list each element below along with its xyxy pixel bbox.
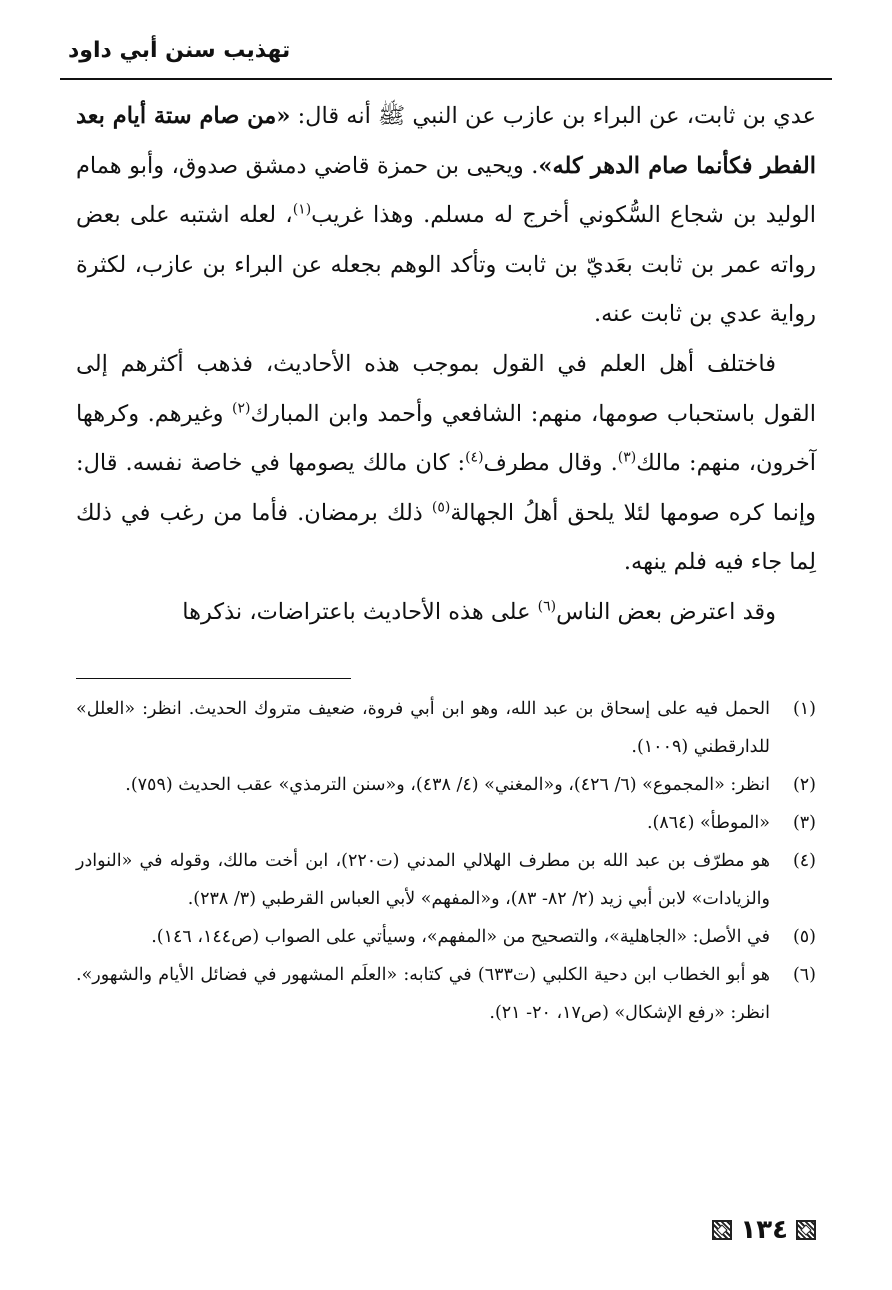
text-run: ، لعله اشتبه على بعض رواته عمر بن ثابت بعَديّ بن ثابت وتأكد الوهم بجعله عن البراء بن عازب، لكثرة رواية عدي بن ثابت عنه. <box>76 202 816 328</box>
footnote-number: (٦) <box>792 965 816 985</box>
page-number: ١٣٤ <box>740 1215 788 1245</box>
footnotes <box>76 690 816 1032</box>
footnote-text: انظر: «المجموع» (٦/ ٤٢٦)، و«المغني» (٤/ ٤٣٨)، و«سنن الترمذي» عقب الحديث (٧٥٩). <box>125 775 770 795</box>
footnote-text: هو أبو الخطاب ابن دحية الكلبي (ت٦٣٣) في كتابه: «العلَم المشهور في فضائل الأيام والشهور». انظر: «رفع الإشكال» (ص١٧، ٢٠- ٢١). <box>76 965 770 1023</box>
text-run: ذلك برمضان. فأما من رغب في ذلك لِما جاء فيه فلم ينهه. <box>76 499 816 576</box>
text-run: عدي بن ثابت، عن البراء بن عازب عن النبي ﷺ أنه قال: <box>290 103 816 129</box>
footnote-ref[interactable]: (٥) <box>431 499 451 516</box>
text-run: فاختلف أهل العلم في القول بموجب هذه الأحاديث، فذهب أكثرهم إلى القول باستحباب صومها، منهم: الشافعي وأحمد وابن المبارك <box>76 350 816 427</box>
footnote-4 <box>76 842 816 918</box>
footnote-ref[interactable]: (١) <box>292 201 312 218</box>
footnote-ref[interactable]: (٦) <box>537 598 557 615</box>
footnote-text: «الموطأ» (٨٦٤). <box>646 813 770 833</box>
footnote-text: في الأصل: «الجاهلية»، والتصحيح من «المفهم»، وسيأتي على الصواب (ص١٤٤، ١٤٦). <box>151 927 770 947</box>
main-text <box>76 92 816 638</box>
footnote-number: (٣) <box>792 813 816 833</box>
text-run: . وقال مطرف <box>483 450 618 477</box>
text-run: : كان مالك يصومها في خاصة نفسه. قال: وإنما كره صومها لئلا يلحق أهلُ الجهالة <box>76 450 816 526</box>
footnote-1 <box>76 690 816 766</box>
text-run: وغيرهم. وكرهها آخرون، منهم: مالك <box>76 400 816 477</box>
footnote-ref[interactable]: (٣) <box>617 449 637 466</box>
text-run: على هذه الأحاديث باعتراضات، نذكرها <box>182 598 538 625</box>
ornament-icon <box>712 1220 732 1240</box>
book-title: تهذيب سنن أبي داود <box>68 38 291 63</box>
footnote-number: (٤) <box>792 851 816 871</box>
footnote-number: (٢) <box>792 775 816 795</box>
footnote-ref[interactable]: (٤) <box>465 449 484 466</box>
paragraph-2 <box>76 340 816 588</box>
footnote-separator <box>76 678 351 679</box>
text-run: . ويحيى بن حمزة قاضي دمشق صدوق، وأبو همام الوليد بن شجاع السُّكوني أخرج له مسلم. وهذا غريب <box>76 152 816 229</box>
footnote-ref[interactable]: (٢) <box>232 400 251 417</box>
ornament-icon <box>796 1220 816 1240</box>
footnote-number: (٥) <box>792 927 816 947</box>
footnote-text: هو مطرّف بن عبد الله بن مطرف الهلالي المدني (ت٢٢٠)، ابن أخت مالك، وقوله في «النوادر والزيادات» لابن أبي زيد (٢/ ٨٢- ٨٣)، و«المفهم» لأبي العباس القرطبي (٣/ ٢٣٨). <box>76 851 770 909</box>
footnote-2 <box>76 766 816 804</box>
footnote-6 <box>76 956 816 1032</box>
hadith-quote: «من صام ستة أيام بعد الفطر فكأنما صام الدهر كله» <box>76 103 816 179</box>
footnote-number: (١) <box>792 699 816 719</box>
paragraph-1 <box>76 92 816 340</box>
text-run: وقد اعترض بعض الناس <box>556 598 776 625</box>
footnote-5 <box>76 918 816 956</box>
footnote-3 <box>76 804 816 842</box>
footnote-text: الحمل فيه على إسحاق بن عبد الله، وهو ابن أبي فروة، ضعيف متروك الحديث. انظر: «العلل» للدارقطني (١٠٠٩). <box>76 699 770 757</box>
page-footer <box>712 1210 816 1250</box>
paragraph-3 <box>76 588 816 638</box>
running-header <box>60 38 832 80</box>
